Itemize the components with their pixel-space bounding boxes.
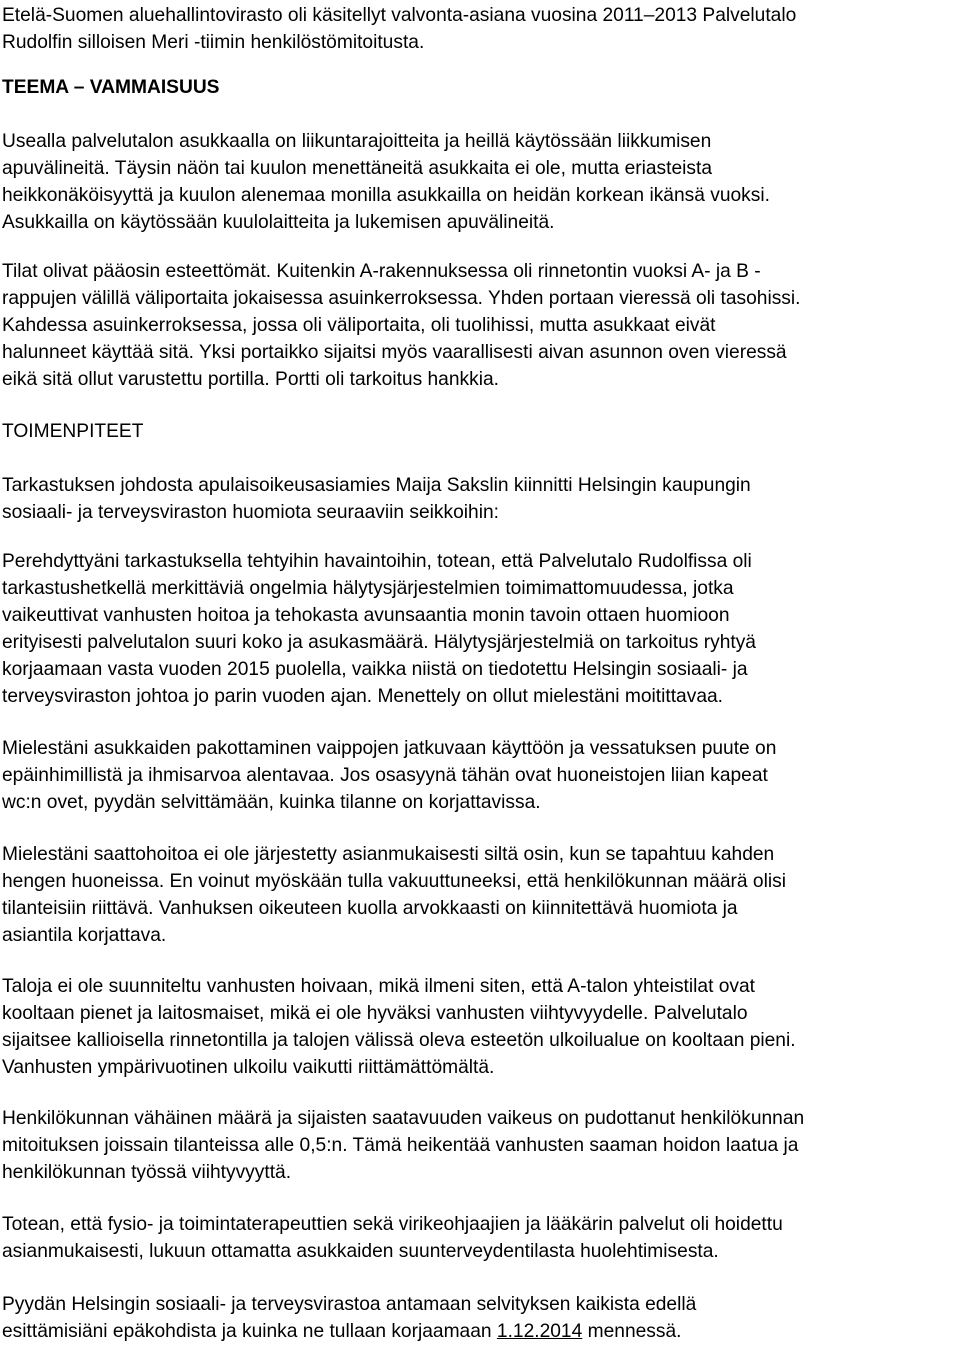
closing-paragraph	[2, 1291, 960, 1345]
alarm-systems-paragraph	[2, 548, 960, 710]
deadline-date-link[interactable]: 1.12.2014	[496, 1321, 583, 1342]
text-line: erityisesti palvelutalon suuri koko ja asukasmäärä. Hälytysjärjestelmiä on tarkoitus ryhtyä	[2, 632, 756, 653]
text-line: Etelä-Suomen aluehallintovirasto oli käsitellyt valvonta-asiana vuosina 2011–2013 Palvelutalo	[2, 5, 797, 26]
text-line: Pyydän Helsingin sosiaali- ja terveysvirastoa antamaan selvityksen kaikista edellä	[2, 1294, 697, 1315]
text-line: halunneet käyttää sitä. Yksi portaikko sijaitsi myös vaarallisesti aivan asunnon oven vieressä	[2, 342, 787, 363]
text-line: Taloja ei ole suunniteltu vanhusten hoivaan, mikä ilmeni siten, että A-talon yhteistilat ovat	[2, 976, 756, 997]
closing-text-before-date: esittämisiäni epäkohdista ja kuinka ne tullaan korjaamaan	[2, 1321, 497, 1342]
text-line: henkilökunnan työssä viihtyvyyttä.	[2, 1162, 292, 1183]
services-paragraph	[2, 1211, 960, 1265]
text-line	[2, 1318, 960, 1345]
text-line: sijaitsee kallioisella rinnetontilla ja talojen välissä oleva esteetön ulkoilualue on kooltaan pieni.	[2, 1030, 796, 1051]
text-line: sosiaali- ja terveysviraston huomiota seuraaviin seikkoihin:	[2, 502, 499, 523]
text-line: Tarkastuksen johdosta apulaisoikeusasiamies Maija Sakslin kiinnitti Helsingin kaupungin	[2, 475, 751, 496]
text-line: Mielestäni asukkaiden pakottaminen vaippojen jatkuvaan käyttöön ja vessatuksen puute on	[2, 738, 777, 759]
theme-heading: TEEMA – VAMMAISUUS	[2, 77, 220, 98]
closing-text-after-date: mennessä.	[582, 1321, 682, 1342]
text-line: Usealla palvelutalon asukkaalla on liikuntarajoitteita ja heillä käytössään liikkumisen	[2, 131, 712, 152]
buildings-paragraph	[2, 973, 960, 1081]
diapers-paragraph	[2, 735, 960, 816]
text-line: tarkastushetkellä merkittäviä ongelmia hälytysjärjestelmien toimimattomuudessa, jotka	[2, 578, 734, 599]
text-line: Asukkailla on käytössään kuulolaitteita ja lukemisen apuvälineitä.	[2, 212, 555, 233]
text-line: kooltaan pienet ja laitosmaiset, mikä ei ole hyväksi vanhusten viihtyvyydelle. Palvelutalo	[2, 1003, 748, 1024]
text-line: wc:n ovet, pyydän selvittämään, kuinka tilanne on korjattavissa.	[2, 792, 541, 813]
text-line: Mielestäni saattohoitoa ei ole järjestetty asianmukaisesti siltä osin, kun se tapahtuu kahden	[2, 844, 775, 865]
text-line: mitoituksen joissain tilanteissa alle 0,5:n. Tämä heikentää vanhusten saaman hoidon laatua ja	[2, 1135, 799, 1156]
text-line: epäinhimillistä ja ihmisarvoa alentavaa. Jos osasyynä tähän ovat huoneistojen liian kapeat	[2, 765, 768, 786]
text-line: tilanteisiin riittävä. Vanhuksen oikeuteen kuolla arvokkaasti on kiinnitettävä huomiota ja	[2, 898, 738, 919]
text-line: terveysviraston johtoa jo parin vuoden ajan. Menettely on ollut mielestäni moitittavaa.	[2, 686, 723, 707]
accessibility-paragraph	[2, 258, 960, 393]
text-line: Tilat olivat pääosin esteettömät. Kuitenkin A-rakennuksessa oli rinnetontin vuoksi A- ja B -	[2, 261, 761, 282]
text-line: rappujen välillä väliportaita jokaisessa asuinkerroksessa. Yhden portaan vieressä oli tasohissi.	[2, 288, 801, 309]
text-line: korjaamaan vasta vuoden 2015 puolella, vaikka niistä on tiedotettu Helsingin sosiaali- ja	[2, 659, 748, 680]
theme-paragraph	[2, 128, 960, 236]
intro-paragraph	[2, 2, 960, 56]
text-line: eikä sitä ollut varustettu portilla. Portti oli tarkoitus hankkia.	[2, 369, 499, 390]
text-line: apuvälineitä. Täysin näön tai kuulon menettäneitä asukkaita ei ole, mutta eriasteista	[2, 158, 713, 179]
text-line: asiantila korjattava.	[2, 925, 167, 946]
staff-paragraph	[2, 1105, 960, 1186]
text-line: heikkonäköisyyttä ja kuulon alenemaa monilla asukkailla on heidän korkean ikänsä vuoksi.	[2, 185, 770, 206]
text-line: Kahdessa asuinkerroksessa, jossa oli väliportaita, oli tuolihissi, mutta asukkaat eivät	[2, 315, 716, 336]
text-line: asianmukaisesti, lukuun ottamatta asukkaiden suunterveydentilasta huolehtimisesta.	[2, 1241, 719, 1262]
palliative-care-paragraph	[2, 841, 960, 949]
text-line: Vanhusten ympärivuotinen ulkoilu vaikutti riittämättömältä.	[2, 1057, 495, 1078]
measures-heading: TOIMENPITEET	[2, 421, 144, 442]
text-line: Totean, että fysio- ja toimintaterapeuttien sekä virikeohjaajien ja lääkärin palvelut oli hoidettu	[2, 1214, 783, 1235]
text-line: vaikeuttivat vanhusten hoitoa ja tehokasta avunsaantia monin tavoin ottaen huomioon	[2, 605, 730, 626]
text-line: Perehdyttyäni tarkastuksella tehtyihin havaintoihin, totean, että Palvelutalo Rudolfissa oli	[2, 551, 752, 572]
text-line: hengen huoneissa. En voinut myöskään tulla vakuuttuneeksi, että henkilökunnan määrä olisi	[2, 871, 786, 892]
text-line: Henkilökunnan vähäinen määrä ja sijaisten saatavuuden vaikeus on pudottanut henkilökunnan	[2, 1108, 805, 1129]
text-line: Rudolfin silloisen Meri -tiimin henkilöstömitoitusta.	[2, 32, 425, 53]
measures-intro-paragraph	[2, 472, 960, 526]
